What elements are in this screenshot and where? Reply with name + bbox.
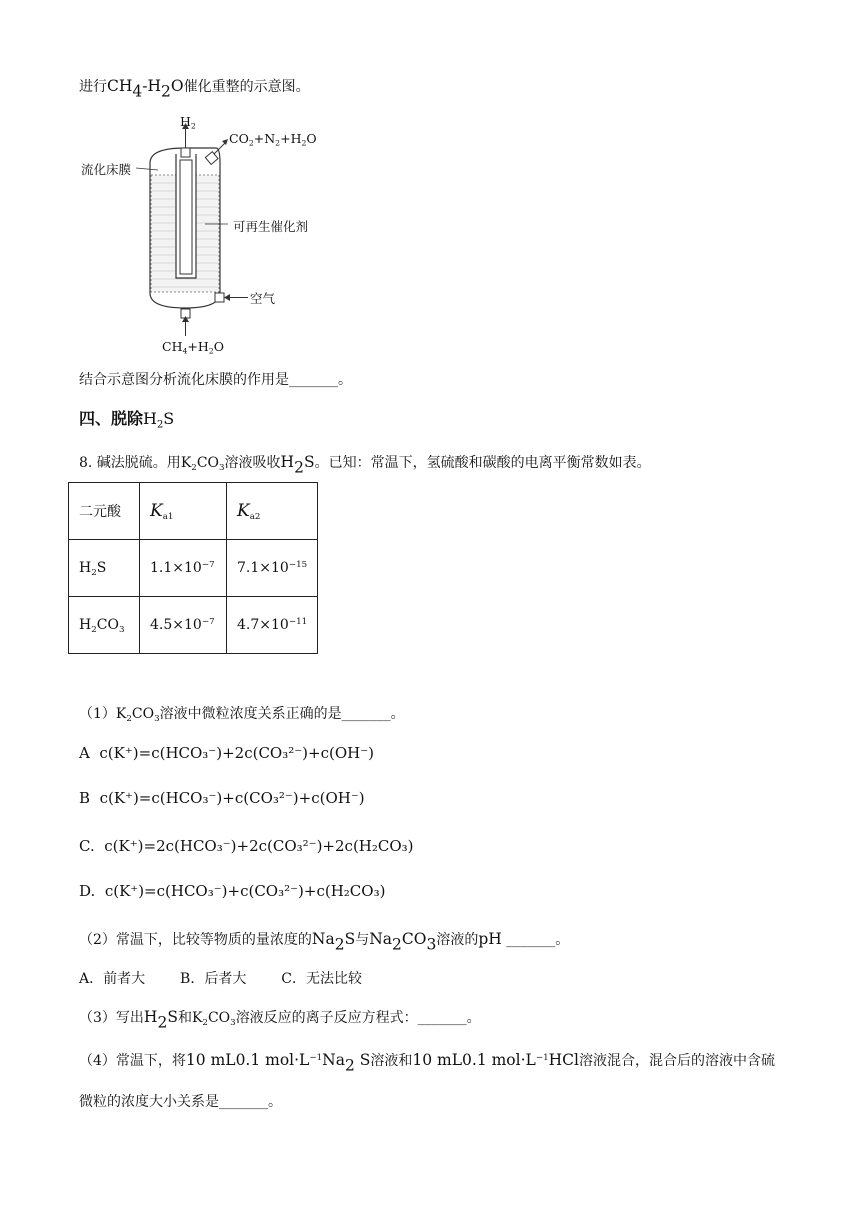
option-b[interactable]: [79, 789, 365, 807]
option-d[interactable]: [79, 882, 385, 900]
label-catalyst: 可再生催化剂: [233, 219, 309, 234]
header-ka1: $K_{a1}$: [140, 483, 227, 540]
intro-prefix: 进行: [79, 79, 107, 95]
sub-question-2: （2）常温下，比较等物质的量浓度的$Na_2S$与$Na_2CO_3$溶液的pH _______。: [79, 930, 570, 954]
question-8: 8. 碱法脱硫。用$K_2CO_3$溶液吸收$H_2S$。已知：常温下，氢硫酸和碳酸的电离平衡常数如表。: [79, 453, 651, 477]
cell-ka1: $4.5\times 10^{-7}$: [140, 597, 227, 654]
question-membrane: 结合示意图分析流化床膜的作用是_______。: [79, 372, 352, 388]
option-expression: c(K⁺)=c(HCO₃⁻)+c(CO₃²⁻)+c(H₂CO₃): [104, 882, 386, 900]
gas-out-valve: [205, 152, 218, 165]
formula-o: O: [170, 77, 184, 95]
table-row: [69, 597, 318, 654]
label-feed: $CH_4+H_2O$: [162, 339, 224, 356]
table-header-row: [69, 483, 318, 540]
option-label: C.: [79, 837, 95, 855]
label-air: 空气: [250, 291, 276, 306]
cell-ka1: $1.1\times 10^{-7}$: [140, 540, 227, 597]
membrane-leader: [136, 168, 158, 170]
option-label: D.: [79, 882, 96, 900]
option-expression: c(K⁺)=c(HCO₃⁻)+2c(CO₃²⁻)+c(OH⁻): [99, 744, 374, 762]
membrane-inner: [180, 160, 192, 274]
label-membrane: 流化床膜: [81, 162, 132, 177]
question-number: 8.: [79, 455, 93, 471]
air-valve: [215, 293, 224, 302]
label-h2: $H_2$: [180, 114, 196, 131]
option-2c[interactable]: C．无法比较: [281, 971, 362, 987]
table-row: [69, 540, 318, 597]
intro-line: [79, 76, 310, 101]
option-2b[interactable]: B．后者大: [180, 971, 247, 987]
intro-suffix: 催化重整的示意图。: [183, 79, 310, 95]
air-arrow-head: [224, 294, 230, 301]
cell-acid: $H_2CO_3$: [69, 597, 140, 654]
sub-question-1: $(1)K_2CO_3$溶液中微粒浓度关系正确的是_______。: [79, 706, 405, 725]
option-label: A: [79, 744, 90, 762]
option-c[interactable]: [79, 837, 414, 855]
gas-out-arrow-head: [222, 139, 228, 145]
header-ka2: $K_{a2}$: [227, 483, 318, 540]
label-gas-out: $CO_2+N_2+H_2O$: [229, 131, 317, 148]
cell-ka2: $7.1\times 10^{-15}$: [227, 540, 318, 597]
sub-question-3: （3）写出$H_2S$和$K_2CO_3$溶液反应的离子反应方程式：_______。: [79, 1008, 481, 1032]
option-label: B: [79, 789, 91, 807]
section-heading: 四、脱除$H_2S$: [79, 409, 175, 431]
h2-valve: [181, 148, 190, 157]
formula-ch: CH: [107, 77, 133, 95]
options-2: [79, 968, 362, 988]
header-acid: 二元酸: [69, 483, 140, 540]
sub: 2: [161, 82, 171, 101]
option-expression: c(K⁺)=c(HCO₃⁻)+c(CO₃²⁻)+c(OH⁻): [99, 789, 365, 807]
sub-question-4-line2: 微粒的浓度大小关系是_______。: [79, 1094, 282, 1110]
cell-acid: $H_2S$: [69, 540, 140, 597]
option-a[interactable]: [79, 744, 374, 762]
option-expression: c(K⁺)=2c(HCO₃⁻)+2c(CO₃²⁻)+2c(H₂CO₃): [104, 837, 414, 855]
formula-h: -H: [142, 77, 162, 95]
sub-question-4: （4）常温下，将10 mL0.1 $mol\cdot L^{-1}Na_2$ S溶液和10 mL0.1 $mol\cdot L^{-1}HCl$溶液混合，混合后的溶液中含硫: [79, 1051, 775, 1075]
option-2a[interactable]: A．前者大: [79, 971, 146, 987]
sub: 4: [132, 82, 143, 101]
cell-ka2: $4.7\times 10^{-11}$: [227, 597, 318, 654]
ionization-constants-table: [68, 482, 318, 654]
